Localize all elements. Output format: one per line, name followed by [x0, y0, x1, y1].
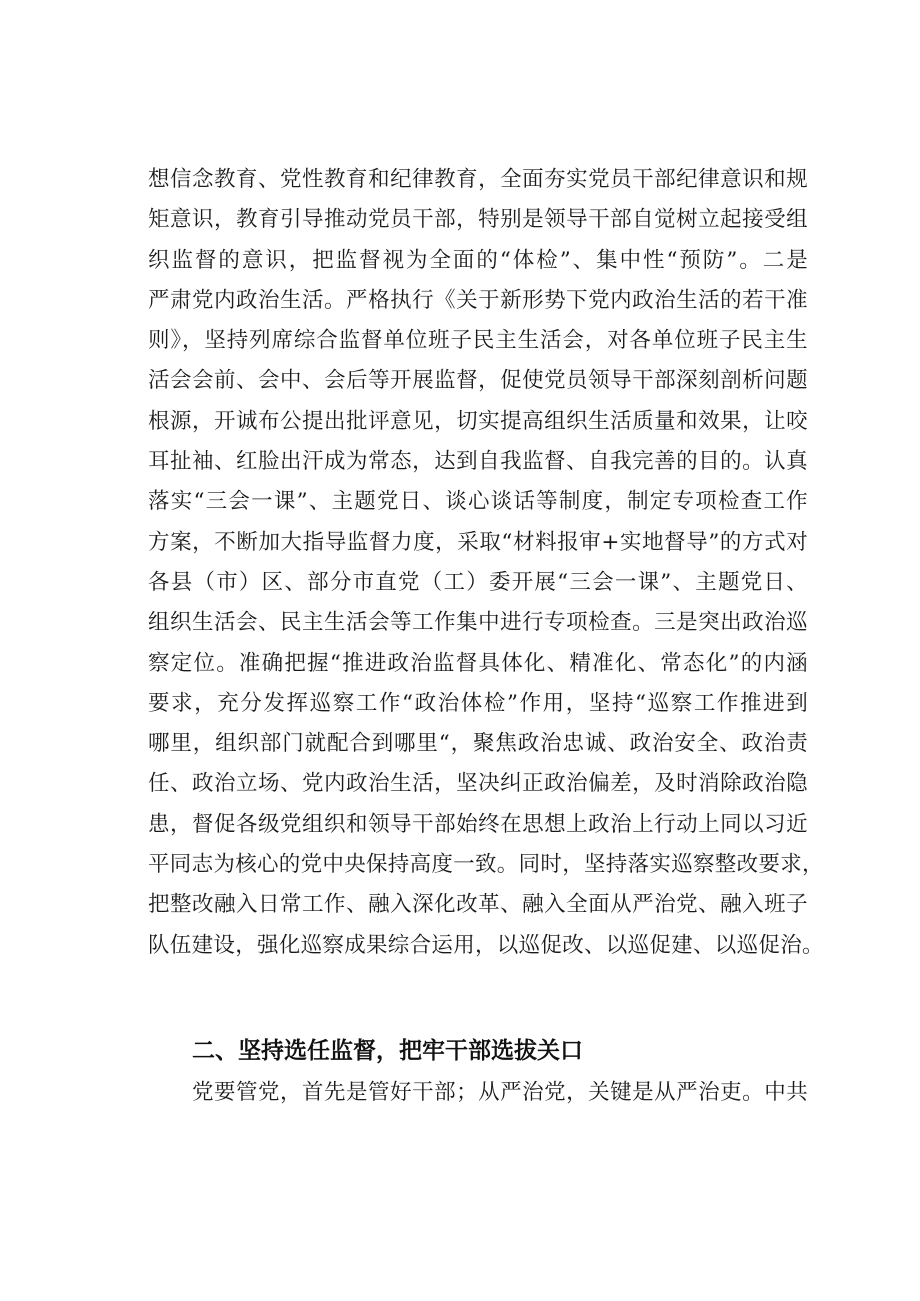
- text-line: 组织生活会、民主生活会等工作集中进行专项检查。三是突出政治巡: [148, 610, 808, 636]
- text-line: 想信念教育、党性教育和纪律教育，全面夯实党员干部纪律意识和规: [148, 167, 808, 192]
- text-line: 落实“三会一课”、主题党日、谈心谈话等制度，制定专项检查工作: [148, 489, 808, 515]
- text-line: 耳扯袖、红脸出汗成为常态，达到自我监督、自我完善的目的。认真: [148, 449, 808, 475]
- text-line: 活会会前、会中、会后等开展监督，促使党员领导干部深刻剖析问题: [148, 368, 808, 394]
- text-line: 把整改融入日常工作、融入深化改革、融入全面从严治党、融入班子: [148, 892, 808, 918]
- text-line: 队伍建设，强化巡察成果综合运用，以巡促改、以巡促建、以巡促治。: [148, 932, 824, 958]
- paragraph-first-line: 党要管党，首先是管好干部；从严治党，关键是从严治吏。中共: [192, 1080, 808, 1105]
- text-line: 平同志为核心的党中央保持高度一致。同时，坚持落实巡察整改要求，: [148, 852, 824, 878]
- text-line: 要求，充分发挥巡察工作“政治体检”作用，坚持“巡察工作推进到: [148, 690, 808, 716]
- text-line: 严肃党内政治生活。严格执行《关于新形势下党内政治生活的若干准: [148, 287, 808, 313]
- text-line: 织监督的意识，把监督视为全面的“体检”、集中性“预防”。二是: [148, 247, 808, 273]
- text-line: 察定位。准确把握“推进政治监督具体化、精准化、常态化”的内涵: [148, 650, 808, 676]
- text-line: 患，督促各级党组织和领导干部始终在思想上政治上行动上同以习近: [148, 811, 808, 837]
- text-line: 哪里，组织部门就配合到哪里“，聚焦政治忠诚、政治安全、政治责: [148, 731, 808, 757]
- text-line: 根源，开诚布公提出批评意见，切实提高组织生活质量和效果，让咬: [148, 408, 808, 434]
- text-line: 矩意识，教育引导推动党员干部，特别是领导干部自觉树立起接受组: [148, 207, 808, 233]
- body-paragraph: [148, 160, 824, 966]
- text-line: 则》，坚持列席综合监督单位班子民主生活会，对各单位班子民主生: [148, 328, 808, 354]
- text-line: 方案，不断加大指导监督力度，采取“材料报审+实地督导”的方式对: [148, 529, 808, 555]
- text-line: 各县（市）区、部分市直党（工）委开展“三会一课”、主题党日、: [148, 569, 808, 595]
- text-line: 任、政治立场、党内政治生活，坚决纠正政治偏差，及时消除政治隐: [148, 771, 808, 797]
- section-heading: 二、坚持选任监督，把牢干部选拔关口: [192, 1038, 583, 1064]
